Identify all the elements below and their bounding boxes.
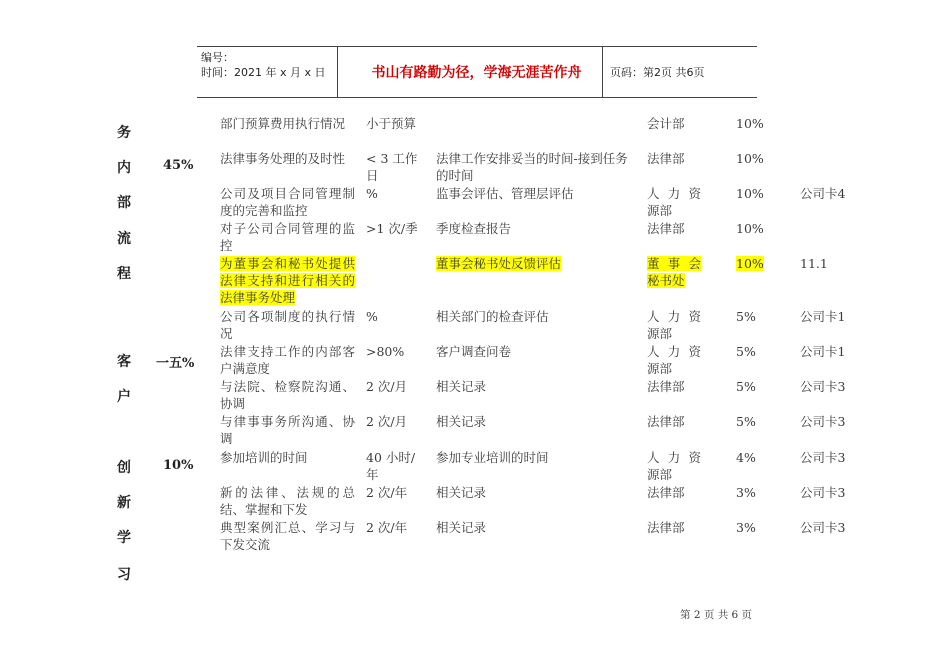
kpi-target: 小于预算 <box>366 116 417 131</box>
kpi-item-highlighted <box>220 255 355 306</box>
kpi-target: 2 次/月 <box>366 379 408 394</box>
kpi-weight: 3% <box>736 485 756 500</box>
kpi-dept: 人 力 资源部 <box>647 309 701 341</box>
kpi-dept: 法律部 <box>647 520 685 535</box>
kpi-note: 公司卡1 <box>800 344 846 359</box>
kpi-item: 部门预算费用执行情况 <box>220 116 346 131</box>
kpi-method: 季度检查报告 <box>436 221 512 236</box>
kpi-weight: 10% <box>736 221 764 236</box>
kpi-weight-text: 10% <box>736 256 764 271</box>
kpi-target: < 3 工作日 <box>366 151 418 183</box>
kpi-item-text: 为董事会和秘书处提供法律支持和进行相关的法律事务处理 <box>220 256 355 305</box>
kpi-weight: 5% <box>736 344 756 359</box>
category-char: 户 <box>117 389 131 405</box>
category-char: 程 <box>117 266 131 282</box>
page-header <box>197 46 757 98</box>
kpi-weight: 3% <box>736 520 756 535</box>
kpi-item: 典型案例汇总、学习与下发交流 <box>220 520 355 552</box>
kpi-target: 2 次/年 <box>366 520 408 535</box>
kpi-note: 公司卡3 <box>800 450 846 465</box>
kpi-method: 客户调查问卷 <box>436 344 512 359</box>
category-char: 创 <box>117 460 131 476</box>
kpi-method-highlighted <box>436 255 636 272</box>
document-number: 编号： <box>201 51 234 64</box>
category-char: 务 <box>117 125 131 141</box>
kpi-weight: 10% <box>736 151 764 166</box>
kpi-dept: 法律部 <box>647 414 685 429</box>
header-bottom-rule <box>197 97 757 98</box>
header-divider <box>337 46 338 98</box>
kpi-dept: 会计部 <box>647 116 685 131</box>
kpi-target: >1 次/季 <box>366 221 418 236</box>
category-char: 新 <box>117 495 131 511</box>
kpi-target: % <box>366 186 378 201</box>
kpi-note: 11.1 <box>800 256 828 271</box>
kpi-note: 公司卡3 <box>800 485 846 500</box>
kpi-dept-highlighted <box>647 255 701 289</box>
kpi-dept: 法律部 <box>647 485 685 500</box>
kpi-weight: 4% <box>736 450 756 465</box>
kpi-item: 公司各项制度的执行情况 <box>220 309 355 341</box>
kpi-method: 相关记录 <box>436 379 487 394</box>
kpi-dept: 法律部 <box>647 151 685 166</box>
header-meta <box>201 50 326 80</box>
kpi-method: 监事会评估、管理层评估 <box>436 186 574 201</box>
category-char: 学 <box>117 530 131 546</box>
kpi-method: 法律工作安排妥当的时间-接到任务的时间 <box>436 151 628 183</box>
kpi-dept: 法律部 <box>647 379 685 394</box>
kpi-dept: 人 力 资源部 <box>647 186 701 218</box>
kpi-dept: 法律部 <box>647 221 685 236</box>
kpi-item: 公司及项目合同管理制度的完善和监控 <box>220 186 355 218</box>
header-motto: 书山有路勤为径，学海无涯苦作舟 <box>371 65 582 81</box>
kpi-weight: 10% <box>736 116 764 131</box>
kpi-dept-text: 董 事 会秘书处 <box>647 256 701 288</box>
document-time: 时间：2021 年 x 月 x 日 <box>201 66 326 79</box>
category-char: 习 <box>117 567 131 583</box>
kpi-item: 法律事务处理的及时性 <box>220 151 346 166</box>
kpi-weight: 5% <box>736 309 756 324</box>
kpi-method: 相关记录 <box>436 485 487 500</box>
kpi-method: 相关部门的检查评估 <box>436 309 549 324</box>
kpi-dept: 人 力 资源部 <box>647 450 701 482</box>
kpi-item: 法律支持工作的内部客户满意度 <box>220 344 355 376</box>
kpi-item: 参加培训的时间 <box>220 450 308 465</box>
kpi-item: 与法院、检察院沟通、协调 <box>220 379 355 411</box>
kpi-method-text: 董事会秘书处反馈评估 <box>436 256 562 271</box>
category-weight: 一五% <box>156 356 195 371</box>
kpi-method: 相关记录 <box>436 520 487 535</box>
kpi-method: 相关记录 <box>436 414 487 429</box>
category-weight: 10% <box>163 458 194 473</box>
kpi-note: 公司卡4 <box>800 186 846 201</box>
kpi-weight: 5% <box>736 414 756 429</box>
kpi-method: 参加专业培训的时间 <box>436 450 549 465</box>
kpi-target: 2 次/年 <box>366 485 408 500</box>
header-top-rule <box>197 46 757 47</box>
kpi-note: 公司卡1 <box>800 309 846 324</box>
kpi-item: 对子公司合同管理的监控 <box>220 221 355 253</box>
kpi-note: 公司卡3 <box>800 414 846 429</box>
kpi-weight: 5% <box>736 379 756 394</box>
kpi-weight-highlighted <box>736 255 764 272</box>
kpi-target: >80% <box>366 344 405 359</box>
category-char: 客 <box>117 354 131 370</box>
kpi-note: 公司卡3 <box>800 379 846 394</box>
kpi-item: 与律事事务所沟通、协调 <box>220 414 355 446</box>
category-char: 内 <box>117 160 131 176</box>
kpi-note: 公司卡3 <box>800 520 846 535</box>
category-char: 部 <box>117 195 131 211</box>
page-footer: 第 2 页 共 6 页 <box>680 609 753 621</box>
header-page-number: 页码：第2页 共6页 <box>610 66 705 79</box>
kpi-target: 40 小时/年 <box>366 450 416 482</box>
category-weight: 45% <box>163 158 194 173</box>
kpi-target: 2 次/月 <box>366 414 408 429</box>
category-char: 流 <box>117 231 131 247</box>
kpi-dept: 人 力 资源部 <box>647 344 701 376</box>
kpi-item: 新的法律、法规的总结、掌握和下发 <box>220 485 355 517</box>
kpi-target: % <box>366 309 378 324</box>
kpi-weight: 10% <box>736 186 764 201</box>
